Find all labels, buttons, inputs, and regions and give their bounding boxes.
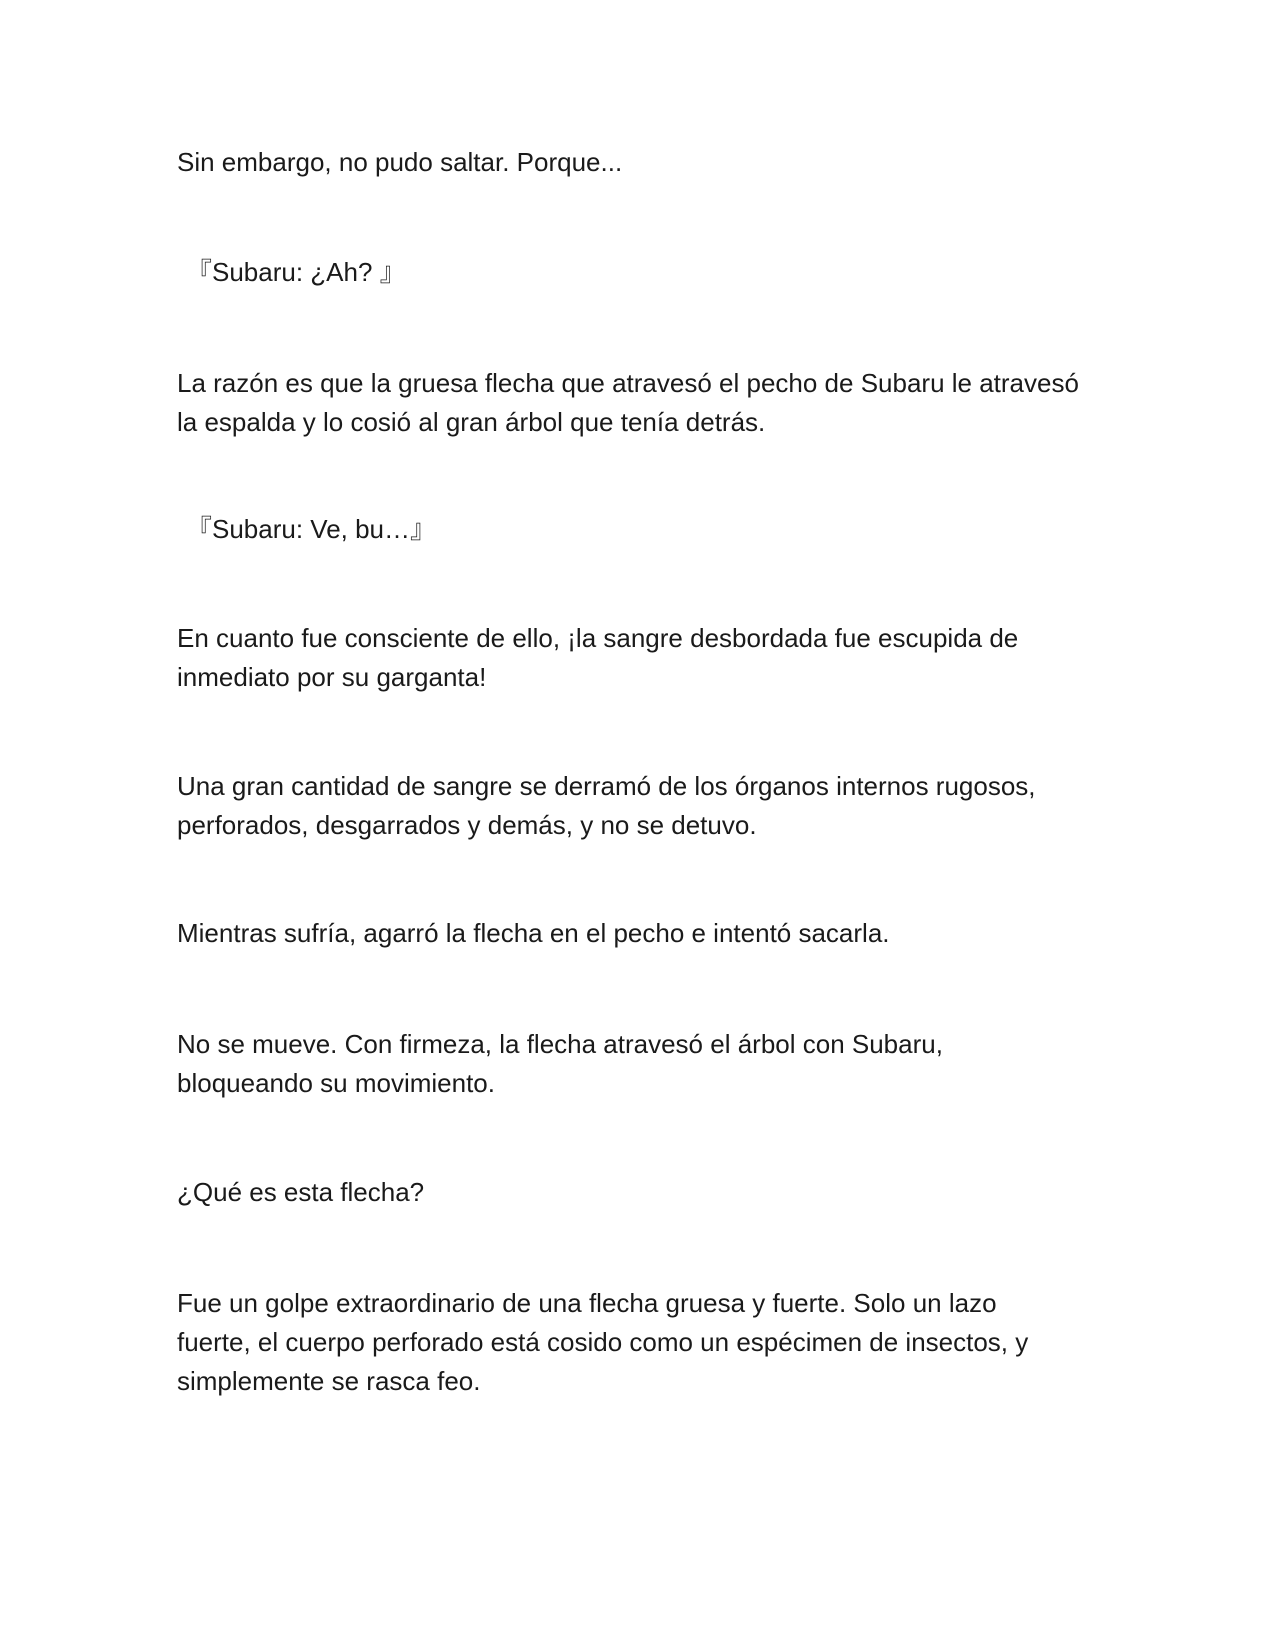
paragraph-line: bloqueando su movimiento.: [177, 1068, 495, 1098]
paragraph-8: [177, 1025, 1107, 1103]
paragraph-line: 『Subaru: Ve, bu…』: [186, 514, 437, 544]
dialogue-subaru-ah: [186, 253, 1116, 292]
paragraph-line: 『Subaru: ¿Ah? 』: [186, 257, 406, 287]
paragraph-5: [177, 619, 1107, 697]
paragraph-line: inmediato por su garganta!: [177, 662, 487, 692]
paragraph-line: simplemente se rasca feo.: [177, 1366, 481, 1396]
paragraph-7: [177, 914, 1107, 953]
paragraph-line: Una gran cantidad de sangre se derramó de los órganos internos rugosos,: [177, 771, 1036, 801]
paragraph-line: No se mueve. Con firmeza, la flecha atravesó el árbol con Subaru,: [177, 1029, 943, 1059]
paragraph-line: Sin embargo, no pudo saltar. Porque...: [177, 147, 623, 177]
paragraph-10: [177, 1284, 1107, 1401]
paragraph-line: la espalda y lo cosió al gran árbol que tenía detrás.: [177, 407, 766, 437]
paragraph-3: [177, 364, 1107, 442]
paragraph-line: Mientras sufría, agarró la flecha en el pecho e intentó sacarla.: [177, 918, 890, 948]
paragraph-line: perforados, desgarrados y demás, y no se detuvo.: [177, 810, 757, 840]
paragraph-line: ¿Qué es esta flecha?: [177, 1177, 425, 1207]
paragraph-line: fuerte, el cuerpo perforado está cosido como un espécimen de insectos, y: [177, 1327, 1029, 1357]
paragraph-line: En cuanto fue consciente de ello, ¡la sangre desbordada fue escupida de: [177, 623, 1019, 653]
paragraph-6: [177, 767, 1107, 845]
paragraph-line: Fue un golpe extraordinario de una flecha gruesa y fuerte. Solo un lazo: [177, 1288, 997, 1318]
paragraph-line: La razón es que la gruesa flecha que atravesó el pecho de Subaru le atravesó: [177, 368, 1079, 398]
paragraph-1: [177, 143, 1107, 182]
dialogue-subaru-vebu: [186, 510, 1116, 549]
paragraph-9: [177, 1173, 1107, 1212]
